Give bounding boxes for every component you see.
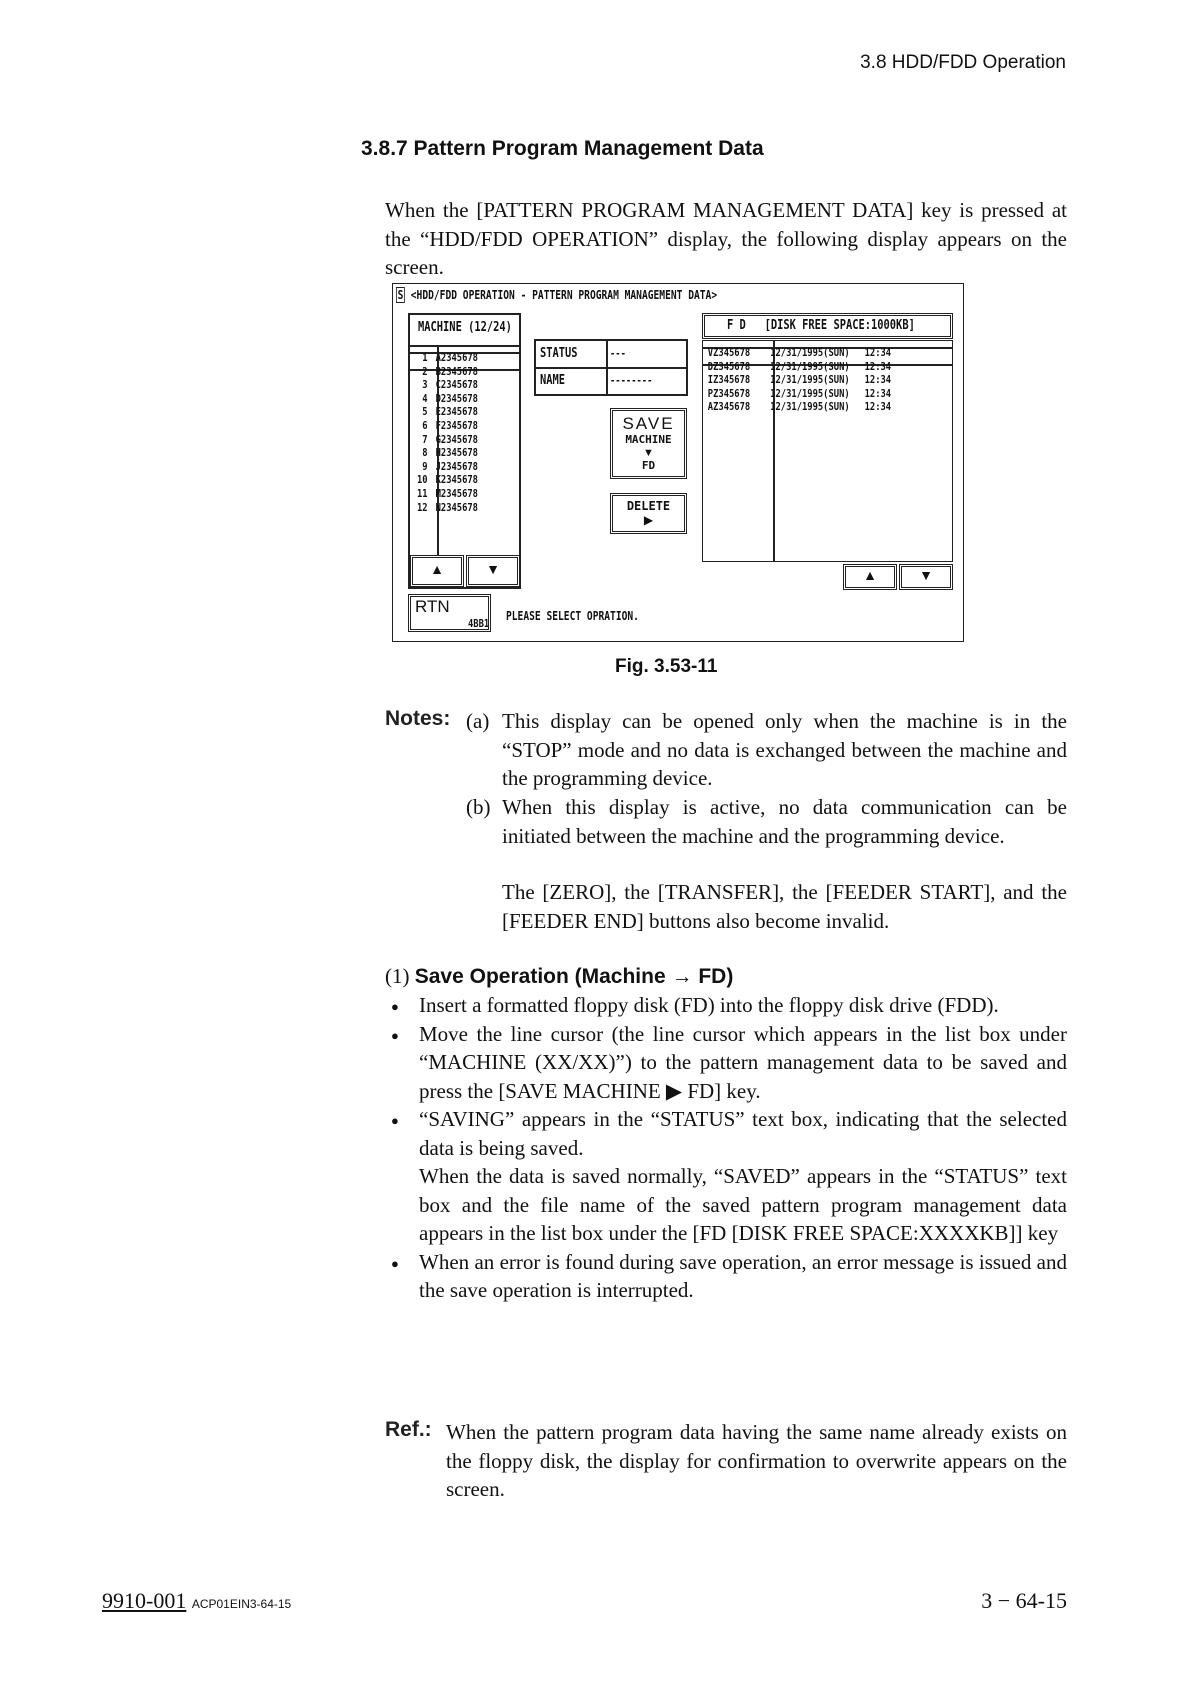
- footer-doc-number: 9910-001: [102, 1588, 187, 1613]
- save-label: SAVE: [622, 413, 675, 433]
- fd-file-time: 12:34: [864, 373, 892, 387]
- fd-file-time: 12:34: [864, 346, 892, 359]
- row-name: H2345678: [435, 446, 478, 460]
- bullet-list: [419, 991, 1067, 1305]
- fd-row[interactable]: [703, 360, 901, 374]
- status-value: ---: [610, 347, 626, 360]
- fd-scroll-down-button[interactable]: [899, 564, 953, 590]
- bullet-continued: When the data is saved normally, “SAVED” appears in the “STATUS” text box and the file name of the saved pattern program management data appears in the list box under the [FD [DISK FREE SPACE:XXXXKB]] key: [419, 1164, 1067, 1245]
- row-number: 6: [422, 418, 428, 432]
- delete-label: DELETE: [626, 498, 671, 513]
- notes-label: Notes:: [385, 707, 451, 730]
- fd-disk-free-space-button[interactable]: [702, 313, 953, 339]
- machine-row[interactable]: [410, 419, 498, 433]
- fd-file-name: IZ345678: [707, 373, 751, 387]
- bullet-item: ● When an error is found during save operation, an error message is issued and the save operation is interrupted.: [419, 1248, 1067, 1305]
- status-label: STATUS: [540, 346, 578, 361]
- bullet-item: [419, 1105, 1067, 1248]
- row-name: K2345678: [435, 473, 478, 487]
- row-name: E2345678: [435, 405, 478, 419]
- ref-label: Ref.:: [385, 1418, 432, 1441]
- fd-file-time: 12:34: [864, 400, 892, 414]
- row-name: F2345678: [435, 418, 478, 432]
- up-arrow-icon: ▲: [863, 569, 877, 584]
- fd-file-name: DZ345678: [707, 359, 751, 373]
- row-number: 8: [422, 446, 428, 460]
- section-title: 3.8.7 Pattern Program Management Data: [361, 137, 764, 160]
- machine-row[interactable]: [410, 501, 498, 515]
- bullet-text: “SAVING” appears in the “STATUS” text box, indicating that the selected data is being saved.: [419, 1107, 1067, 1160]
- fd-file-time: 12:34: [864, 359, 892, 373]
- down-arrow-icon: ▼: [643, 446, 654, 459]
- note-b: When this display is active, no data communication can be initiated between the machine and the programming device.: [502, 795, 1067, 848]
- fd-file-date: 12/31/1995(SUN): [770, 386, 850, 400]
- row-number: 7: [422, 432, 428, 446]
- subsection-heading: [385, 962, 733, 992]
- machine-row[interactable]: [410, 405, 498, 419]
- fd-row[interactable]: [703, 346, 901, 360]
- fd-scroll-up-button[interactable]: [843, 564, 897, 590]
- row-name: M2345678: [435, 486, 478, 500]
- fd-header: F D [DISK FREE SPACE:1000KB]: [727, 318, 915, 334]
- right-arrow-icon: ▶: [643, 513, 654, 528]
- machine-row[interactable]: [410, 378, 498, 392]
- row-number: 10: [417, 473, 428, 487]
- row-number: 9: [422, 459, 428, 473]
- row-number: 1: [422, 351, 428, 364]
- figure-caption: Fig. 3.53-11: [615, 656, 718, 677]
- machine-header: MACHINE (12/24): [418, 320, 512, 335]
- machine-row[interactable]: [410, 433, 498, 447]
- ref-text: When the pattern program data having the same name already exists on the floppy disk, the display for confirmation to overwrite appears on the screen.: [446, 1420, 1067, 1501]
- note-a: This display can be opened only when the machine is in the “STOP” mode and no data is exchanged between the machine and the programming device.: [502, 709, 1067, 790]
- note-b-tag: (b): [466, 795, 491, 819]
- machine-row[interactable]: [410, 446, 498, 460]
- fd-file-date: 12/31/1995(SUN): [770, 346, 850, 359]
- row-name: C2345678: [435, 378, 478, 392]
- row-number: 3: [422, 378, 428, 392]
- machine-scroll-up-button[interactable]: [410, 555, 464, 587]
- fd-file-name: AZ345678: [707, 400, 751, 414]
- note-b-continued: The [ZERO], the [TRANSFER], the [FEEDER START], and the [FEEDER END] buttons also become invalid.: [502, 880, 1067, 933]
- fd-row[interactable]: [703, 373, 901, 387]
- screen-icon: S: [397, 288, 404, 302]
- machine-scroll-down-button[interactable]: [466, 555, 520, 587]
- machine-row[interactable]: [410, 460, 498, 474]
- row-name: N2345678: [435, 500, 478, 514]
- fd-file-name: VZ345678: [707, 346, 751, 359]
- machine-row[interactable]: [410, 487, 498, 501]
- name-label: NAME: [540, 373, 566, 388]
- fd-row[interactable]: [703, 400, 901, 414]
- bullet-item: ● Move the line cursor (the line cursor which appears in the list box under “MACHINE (XX/XX)”) to the pattern management data to be saved and press the [SAVE MACHINE ▶ FD] key.: [419, 1020, 1067, 1106]
- fd-file-name: PZ345678: [707, 386, 751, 400]
- save-machine-to-fd-button[interactable]: [610, 408, 687, 479]
- row-number: 12: [417, 500, 428, 514]
- fd-file-date: 12/31/1995(SUN): [770, 400, 850, 414]
- up-arrow-icon: ▲: [430, 563, 444, 578]
- page-header: 3.8 HDD/FDD Operation: [860, 52, 1066, 73]
- row-name: J2345678: [435, 459, 478, 473]
- row-number: 4: [422, 391, 428, 405]
- row-name: D2345678: [435, 391, 478, 405]
- machine-list-box[interactable]: [408, 313, 521, 589]
- fd-file-date: 12/31/1995(SUN): [770, 373, 850, 387]
- screen-figure: [392, 283, 964, 642]
- footer-code: ACP01EIN3-64-15: [191, 1597, 292, 1611]
- status-message: PLEASE SELECT OPRATION.: [506, 609, 639, 623]
- note-a-tag: (a): [466, 709, 490, 733]
- subsection-number: (1): [385, 964, 410, 988]
- status-box: [534, 339, 688, 396]
- intro-paragraph: When the [PATTERN PROGRAM MANAGEMENT DATA] key is pressed at the “HDD/FDD OPERATION” display, the following display appears on the screen.: [385, 198, 1067, 279]
- down-arrow-icon: ▼: [919, 569, 933, 584]
- screen-title: [396, 289, 717, 303]
- fd-row[interactable]: [703, 387, 901, 401]
- row-name: B2345678: [435, 364, 478, 378]
- return-button[interactable]: [408, 594, 491, 632]
- bullet-item: ● Insert a formatted floppy disk (FD) into the floppy disk drive (FDD).: [419, 991, 1067, 1020]
- row-number: 11: [417, 486, 428, 500]
- row-number: 2: [422, 364, 428, 378]
- name-value: --------: [610, 374, 653, 387]
- row-name: G2345678: [435, 432, 478, 446]
- machine-row[interactable]: [410, 473, 498, 487]
- machine-row[interactable]: [410, 392, 498, 406]
- rtn-label: RTN: [415, 597, 450, 616]
- save-machine-label: MACHINE: [625, 432, 672, 446]
- rtn-code: 4BB1: [467, 617, 489, 630]
- row-number: 5: [422, 405, 428, 419]
- fd-list-box[interactable]: [702, 340, 953, 562]
- save-fd-label: FD: [641, 458, 656, 472]
- footer-doc: [102, 1588, 291, 1614]
- fd-file-time: 12:34: [864, 386, 892, 400]
- machine-row[interactable]: [410, 351, 498, 365]
- row-name: A2345678: [435, 351, 478, 364]
- machine-row[interactable]: [410, 365, 498, 379]
- page-number: 3 − 64-15: [981, 1588, 1067, 1613]
- down-arrow-icon: ▼: [486, 563, 500, 578]
- fd-file-date: 12/31/1995(SUN): [770, 359, 850, 373]
- subsection-title: Save Operation (Machine → FD): [414, 965, 734, 988]
- delete-button[interactable]: [610, 493, 687, 534]
- screen-title-text: <HDD/FDD OPERATION - PATTERN PROGRAM MANAGEMENT DATA>: [410, 288, 718, 302]
